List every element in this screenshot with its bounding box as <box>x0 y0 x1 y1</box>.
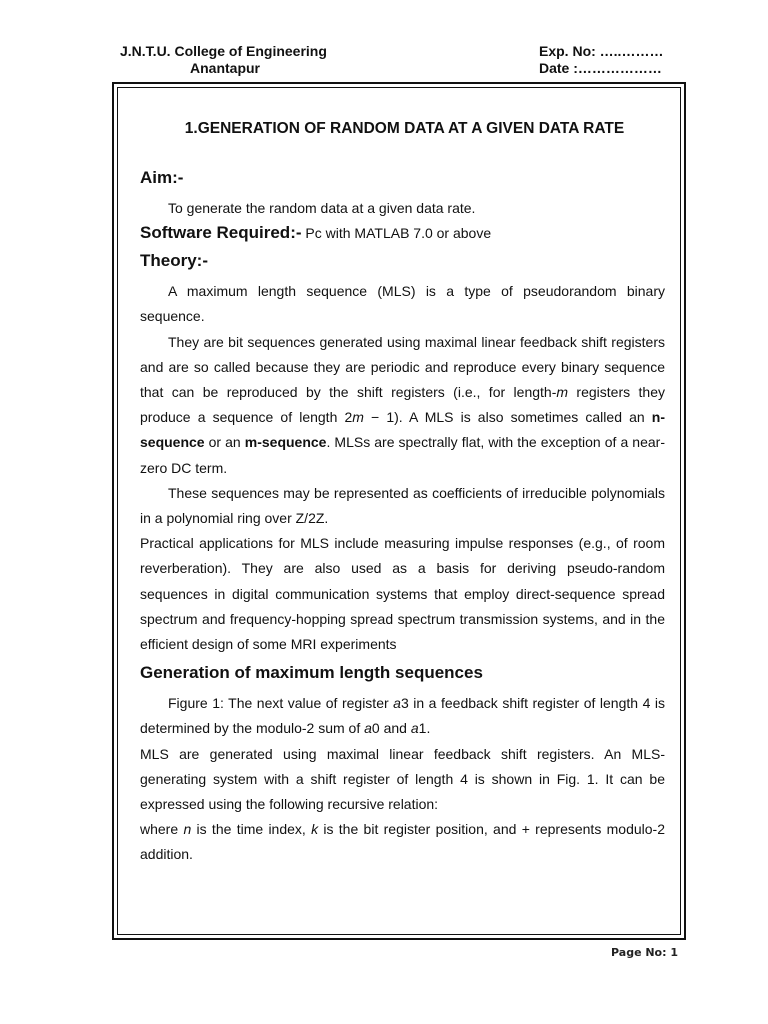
generation-paragraph: MLS are generated using maximal linear feedback shift registers. An MLS-generating system with a shift register of length 4 is shown in Fig. 1. It can be expressed using the following recursive relation: <box>140 745 665 813</box>
p5-var-a1: a <box>410 720 419 737</box>
p7-var-n: n <box>183 821 192 838</box>
theory-paragraph-1: A maximum length sequence (MLS) is a type of pseudorandom binary sequence. <box>140 283 665 325</box>
p7-text-b: is the time index, <box>191 821 312 838</box>
p2-m-sequence: m-sequence <box>244 434 327 451</box>
software-heading-label: Software Required:- <box>140 223 302 243</box>
exp-no: Exp. No: …..……… <box>539 43 664 59</box>
software-heading <box>140 223 665 243</box>
college-name: J.N.T.U. College of Engineering <box>120 43 327 59</box>
p5-text-d: 1. <box>418 720 431 737</box>
p2-var-m-2: m <box>352 409 364 426</box>
p5-text-b: 3 in a feedback shift register of length 4 is determined by the modulo-2 sum of <box>140 695 665 737</box>
p5-text-c: 0 and <box>371 720 411 737</box>
figure-caption <box>140 691 665 741</box>
theory-paragraph-2 <box>140 330 665 481</box>
p2-text-d: or an <box>204 434 245 451</box>
where-paragraph <box>140 817 665 867</box>
theory-heading: Theory:- <box>140 251 208 271</box>
college-location: Anantapur <box>190 60 260 76</box>
software-text: Pc with MATLAB 7.0 or above <box>301 225 492 242</box>
aim-heading: Aim:- <box>140 168 184 187</box>
document-title: 1.GENERATION OF RANDOM DATA AT A GIVEN DATA RATE <box>184 120 625 137</box>
p2-text-a: They are bit sequences generated using maximal linear feedback shift registers and are so called because they are periodic and reproduce every binary sequence that can be reproduced by the shift registers (i.e., for length- <box>140 333 665 401</box>
document-body <box>140 120 665 868</box>
date-field: Date :……………… <box>539 60 662 76</box>
p5-var-a3: a <box>393 695 401 712</box>
p2-text-e: . MLSs are spectrally flat, with the exception of a near-zero DC term. <box>140 434 665 476</box>
p2-text-b: registers they produce a sequence of length 2 <box>140 384 665 426</box>
p5-text-a: Figure 1: The next value of register <box>168 695 394 712</box>
p5-var-a0: a <box>364 720 372 737</box>
header-left <box>120 43 327 77</box>
p2-var-m: m <box>556 384 569 401</box>
generation-heading: Generation of maximum length sequences <box>140 663 483 683</box>
p2-n-sequence: n-sequence <box>140 409 665 451</box>
p7-text-c: is the bit register position, and + represents modulo-2 addition. <box>140 821 665 863</box>
p7-var-k: k <box>311 821 319 838</box>
p2-text-c: − 1). A MLS is also sometimes called an <box>363 409 652 426</box>
aim-text: To generate the random data at a given data rate. <box>168 200 476 216</box>
p7-text-a: where <box>140 821 184 838</box>
theory-paragraph-3: These sequences may be represented as coefficients of irreducible polynomials in a polynomial ring over Z/2Z. <box>140 484 665 527</box>
theory-paragraph-4: Practical applications for MLS include measuring impulse responses (e.g., of room reverberation). They are also used as a basis for deriving pseudo-random sequences in digital communication systems that employ direct-sequence spread spectrum and frequency-hopping spread spectrum transmission systems, and in the efficient design of some MRI experiments <box>140 535 665 653</box>
header-right <box>539 43 663 77</box>
page-number: Page No: 1 <box>611 946 678 959</box>
